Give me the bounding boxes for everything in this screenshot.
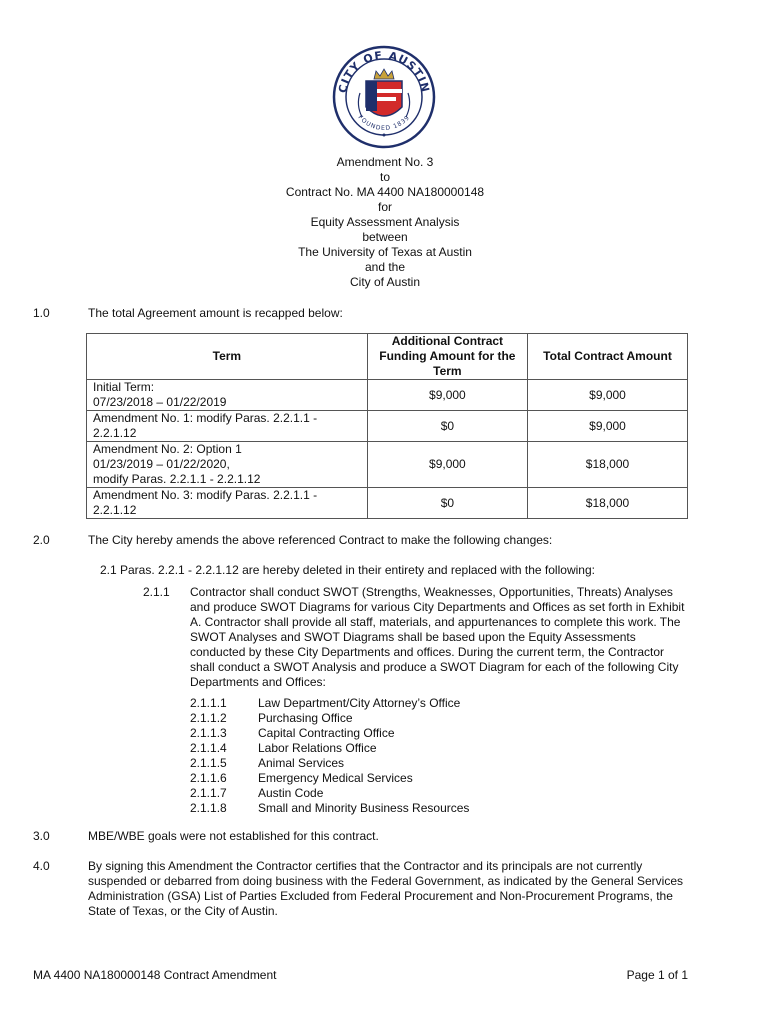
list-item-text: Law Department/City Attorney’s Office bbox=[258, 696, 461, 710]
paragraph-line: Departments and Offices: bbox=[190, 675, 326, 689]
term-line: 2.2.1.12 bbox=[93, 426, 137, 440]
title-line: City of Austin bbox=[349, 275, 421, 289]
section-number: 2.0 bbox=[33, 533, 50, 547]
title-line: Equity Assessment Analysis bbox=[310, 215, 460, 229]
list-item-number: 2.1.1.4 bbox=[190, 741, 227, 755]
list-item-number: 2.1.1.7 bbox=[190, 786, 227, 800]
title-line: Amendment No. 3 bbox=[336, 155, 434, 169]
term-line: Amendment No. 1: modify Paras. 2.2.1.1 - bbox=[93, 411, 318, 425]
table-row bbox=[87, 380, 688, 411]
section-text: The total Agreement amount is recapped below: bbox=[88, 306, 343, 320]
list-item-number: 2.1.1.1 bbox=[190, 696, 227, 710]
additional-amount-cell: $0 bbox=[367, 488, 527, 519]
paragraph-line: Contractor shall conduct SWOT (Strengths, Weaknesses, Opportunities, Threats) Analyses bbox=[190, 585, 673, 599]
total-amount-cell: $18,000 bbox=[528, 488, 688, 519]
title-line: between bbox=[362, 230, 408, 244]
list-item bbox=[190, 696, 590, 711]
title-line: and the bbox=[364, 260, 406, 274]
column-header-additional: Additional Contract Funding Amount for the Term bbox=[367, 334, 527, 380]
additional-amount-cell: $0 bbox=[367, 411, 527, 442]
title-line: to bbox=[379, 170, 390, 184]
column-header-term: Term bbox=[87, 334, 368, 380]
list-item bbox=[190, 756, 590, 771]
term-line: Amendment No. 3: modify Paras. 2.2.1.1 - bbox=[93, 488, 318, 502]
paragraph-line: By signing this Amendment the Contractor certifies that the Contractor and its principals are not currently bbox=[88, 859, 643, 873]
section-number: 2.1 bbox=[100, 563, 117, 577]
term-cell bbox=[87, 442, 368, 488]
amendment-title-block bbox=[220, 155, 550, 290]
contract-amount-table bbox=[86, 333, 688, 519]
list-item-text: Purchasing Office bbox=[258, 711, 353, 725]
paragraph-line: conducted by these City Departments and offices. During the current term, the Contractor bbox=[190, 645, 665, 659]
city-of-austin-seal bbox=[332, 45, 436, 149]
additional-amount-cell: $9,000 bbox=[367, 442, 527, 488]
list-item-text: Austin Code bbox=[258, 786, 324, 800]
list-item-number: 2.1.1.5 bbox=[190, 756, 227, 770]
term-line: 07/23/2018 – 01/22/2019 bbox=[93, 395, 227, 409]
term-line: 01/23/2019 – 01/22/2020, bbox=[93, 457, 230, 471]
list-item-text: Labor Relations Office bbox=[258, 741, 377, 755]
title-line: The University of Texas at Austin bbox=[298, 245, 472, 259]
title-line: Contract No. MA 4400 NA180000148 bbox=[285, 185, 485, 199]
section-text: MBE/WBE goals were not established for this contract. bbox=[88, 829, 379, 843]
list-item-text: Capital Contracting Office bbox=[258, 726, 395, 740]
section-paragraph bbox=[88, 859, 738, 919]
footer-contract-label: MA 4400 NA180000148 Contract Amendment bbox=[33, 968, 277, 982]
term-line: Initial Term: bbox=[93, 380, 155, 394]
additional-amount-cell: $9,000 bbox=[367, 380, 527, 411]
list-item bbox=[190, 741, 590, 756]
list-item-number: 2.1.1.2 bbox=[190, 711, 227, 725]
section-text: Paras. 2.2.1 - 2.2.1.12 are hereby deleted in their entirety and replaced with the following: bbox=[120, 563, 595, 577]
total-amount-cell: $9,000 bbox=[528, 411, 688, 442]
paragraph-line: SWOT Analyses and SWOT Diagrams shall be based upon the Equity Assessments bbox=[190, 630, 636, 644]
total-amount-cell: $9,000 bbox=[528, 380, 688, 411]
term-line: Amendment No. 2: Option 1 bbox=[93, 442, 242, 456]
paragraph-line: shall conduct a SWOT Analysis and produce a SWOT Diagram for each of the following City bbox=[190, 660, 679, 674]
column-header-total: Total Contract Amount bbox=[528, 334, 688, 380]
paragraph-line: suspended or debarred from doing business with the Federal Government, as indicated by the General Services bbox=[88, 874, 683, 888]
list-item bbox=[190, 771, 590, 786]
section-number: 2.1.1 bbox=[143, 585, 170, 599]
table-row bbox=[87, 411, 688, 442]
section-number: 3.0 bbox=[33, 829, 50, 843]
section-number: 1.0 bbox=[33, 306, 50, 320]
list-item-number: 2.1.1.6 bbox=[190, 771, 227, 785]
table-row bbox=[87, 488, 688, 519]
paragraph-line: and produce SWOT Diagrams for various City Departments and Offices as set forth in Exhibit bbox=[190, 600, 685, 614]
list-item-text: Animal Services bbox=[258, 756, 345, 770]
list-item-text: Emergency Medical Services bbox=[258, 771, 413, 785]
table-row bbox=[87, 442, 688, 488]
term-line: modify Paras. 2.2.1.1 - 2.2.1.12 bbox=[93, 472, 261, 486]
footer-page-number: Page 1 of 1 bbox=[626, 968, 688, 982]
section-text: The City hereby amends the above referenced Contract to make the following changes: bbox=[88, 533, 553, 547]
list-item-number: 2.1.1.3 bbox=[190, 726, 227, 740]
term-cell bbox=[87, 411, 368, 442]
seal-bottom-text: FOUNDED 1839 bbox=[356, 114, 412, 132]
paragraph-line: State of Texas, or the City of Austin. bbox=[88, 904, 278, 918]
term-cell bbox=[87, 488, 368, 519]
title-line: for bbox=[377, 200, 392, 214]
table-header-row bbox=[87, 334, 688, 380]
list-item-text: Small and Minority Business Resources bbox=[258, 801, 470, 815]
section-number: 4.0 bbox=[33, 859, 50, 873]
list-item bbox=[190, 726, 590, 741]
paragraph-line: A. Contractor shall provide all staff, materials, and appurtenances to complete this work. The bbox=[190, 615, 681, 629]
seal-top-text: CITY OF AUSTIN bbox=[336, 48, 432, 95]
list-item-number: 2.1.1.8 bbox=[190, 801, 227, 815]
term-line: 2.2.1.12 bbox=[93, 503, 137, 517]
section-paragraph bbox=[190, 585, 700, 690]
total-amount-cell: $18,000 bbox=[528, 442, 688, 488]
list-item bbox=[190, 711, 590, 726]
paragraph-line: Administration (GSA) List of Parties Excluded from Federal Procurement and Non-Procurement Programs, the bbox=[88, 889, 673, 903]
list-item bbox=[190, 786, 590, 801]
term-cell bbox=[87, 380, 368, 411]
department-list bbox=[190, 696, 590, 816]
list-item bbox=[190, 801, 590, 816]
